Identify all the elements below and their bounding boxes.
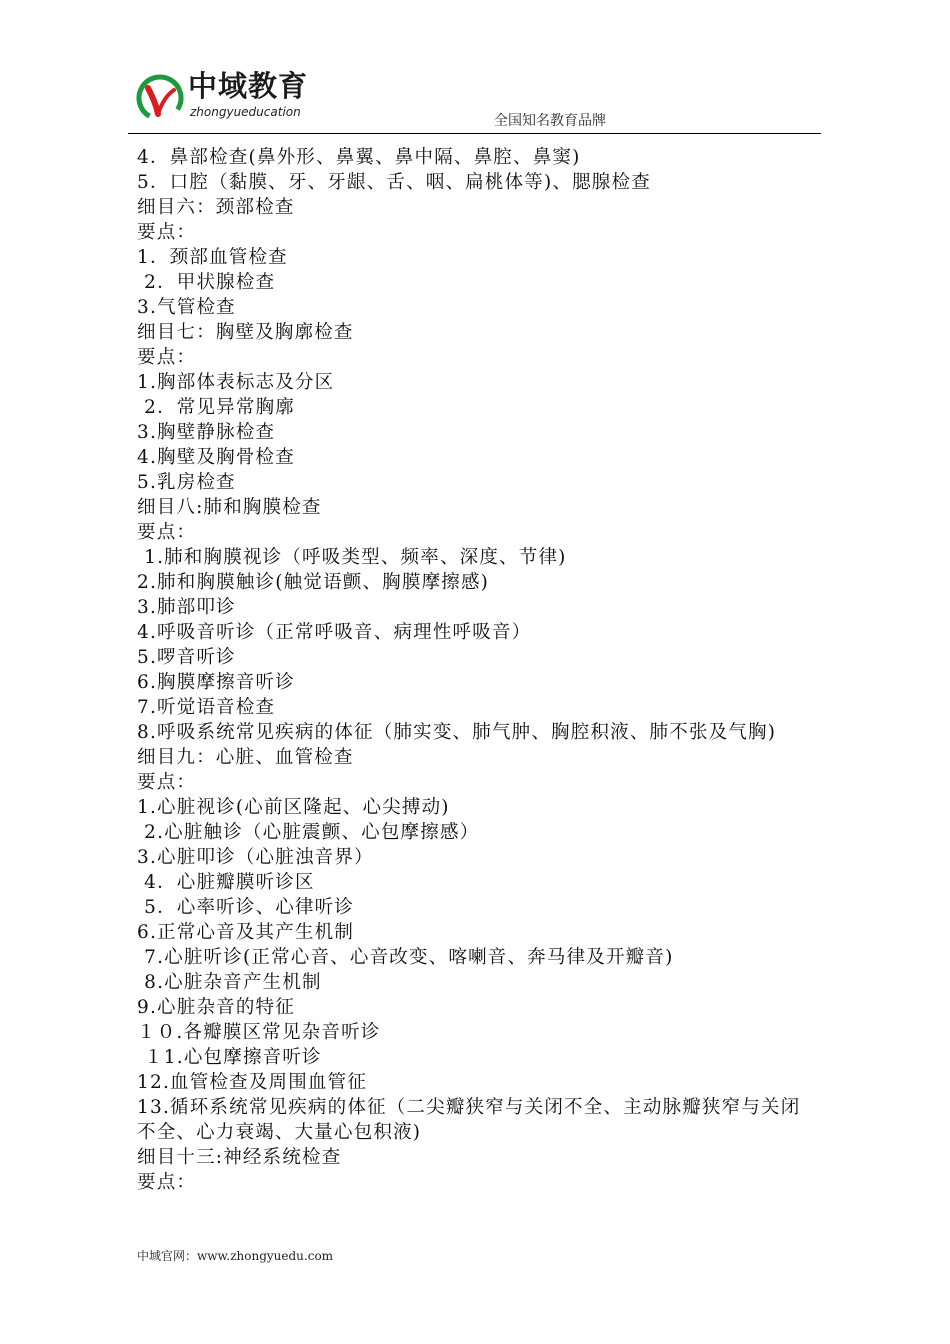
page-header — [0, 0, 950, 140]
text-line: 9.心脏杂音的特征 — [137, 997, 295, 1018]
zhongyu-logo-icon — [136, 74, 184, 122]
text-line: 要点： — [137, 222, 197, 243]
text-line: 要点： — [137, 1172, 197, 1193]
text-line: 要点： — [137, 772, 197, 793]
text-line: 8.心脏杂音产生机制 — [137, 972, 322, 993]
text-line: 3.胸壁静脉检查 — [137, 422, 276, 443]
text-line: 2.肺和胸膜触诊(触觉语颤、胸膜摩擦感) — [137, 572, 490, 593]
text-line: 4.呼吸音听诊（正常呼吸音、病理性呼吸音） — [137, 622, 532, 643]
text-line: 2.心脏触诊（心脏震颤、心包摩擦感） — [137, 822, 480, 843]
text-line: 细目七：胸壁及胸廓检查 — [137, 322, 354, 343]
text-line: 6.正常心音及其产生机制 — [137, 922, 355, 943]
text-line: 1.胸部体表标志及分区 — [137, 372, 335, 393]
text-line: 2．常见异常胸廓 — [137, 397, 295, 418]
text-line: 要点： — [137, 347, 197, 368]
text-line: 3.气管检查 — [137, 297, 236, 318]
text-line: 要点： — [137, 522, 197, 543]
text-line: １1.心包摩擦音听诊 — [137, 1047, 322, 1068]
text-line: 7.听觉语音检查 — [137, 697, 276, 718]
text-line: 4．鼻部检查(鼻外形、鼻翼、鼻中隔、鼻腔、鼻窦) — [137, 147, 581, 168]
text-line: 5．心率听诊、心律听诊 — [137, 897, 355, 918]
text-line: 4．心脏瓣膜听诊区 — [137, 872, 315, 893]
text-line: 1.心脏视诊(心前区隆起、心尖搏动) — [137, 797, 450, 818]
text-line: 5．口腔（黏膜、牙、牙龈、舌、咽、扁桃体等)、腮腺检查 — [137, 172, 651, 193]
text-line: 2．甲状腺检查 — [137, 272, 276, 293]
text-line: 3.心脏叩诊（心脏浊音界） — [137, 847, 374, 868]
text-line: 5.啰音听诊 — [137, 647, 236, 668]
text-line: 1．颈部血管检查 — [137, 247, 288, 268]
text-line: 4.胸壁及胸骨检查 — [137, 447, 295, 468]
text-line: 细目九：心脏、血管检查 — [137, 747, 354, 768]
text-line: １０.各瓣膜区常见杂音听诊 — [137, 1022, 381, 1043]
text-line: 12.血管检查及周围血管征 — [137, 1072, 368, 1093]
header-slogan: 全国知名教育品牌 — [494, 113, 606, 129]
header-divider — [128, 133, 821, 134]
text-line: 1.肺和胸膜视诊（呼吸类型、频率、深度、节律) — [137, 547, 567, 568]
text-line: 5.乳房检查 — [137, 472, 236, 493]
text-line: 7.心脏听诊(正常心音、心音改变、喀喇音、奔马律及开瓣音) — [137, 947, 674, 968]
text-line: 13.循环系统常见疾病的体征（二尖瓣狭窄与关闭不全、主动脉瓣狭窄与关闭不全、心力衰竭、大量心包积液) — [137, 1097, 801, 1143]
document-body — [137, 145, 817, 1195]
text-line: 细目六：颈部检查 — [137, 197, 295, 218]
text-line: 细目十三:神经系统检查 — [137, 1147, 342, 1168]
text-line: 细目八:肺和胸膜检查 — [137, 497, 322, 518]
text-line: 3.肺部叩诊 — [137, 597, 236, 618]
text-line: 6.胸膜摩擦音听诊 — [137, 672, 295, 693]
footer-site: 中域官网：www.zhongyuedu.com — [137, 1249, 334, 1263]
brand-subtitle: zhongyueducation — [190, 105, 301, 119]
brand-name: 中域教育 — [188, 69, 309, 103]
text-line: 8.呼吸系统常见疾病的体征（肺实变、肺气肿、胸腔积液、肺不张及气胸) — [137, 722, 777, 743]
